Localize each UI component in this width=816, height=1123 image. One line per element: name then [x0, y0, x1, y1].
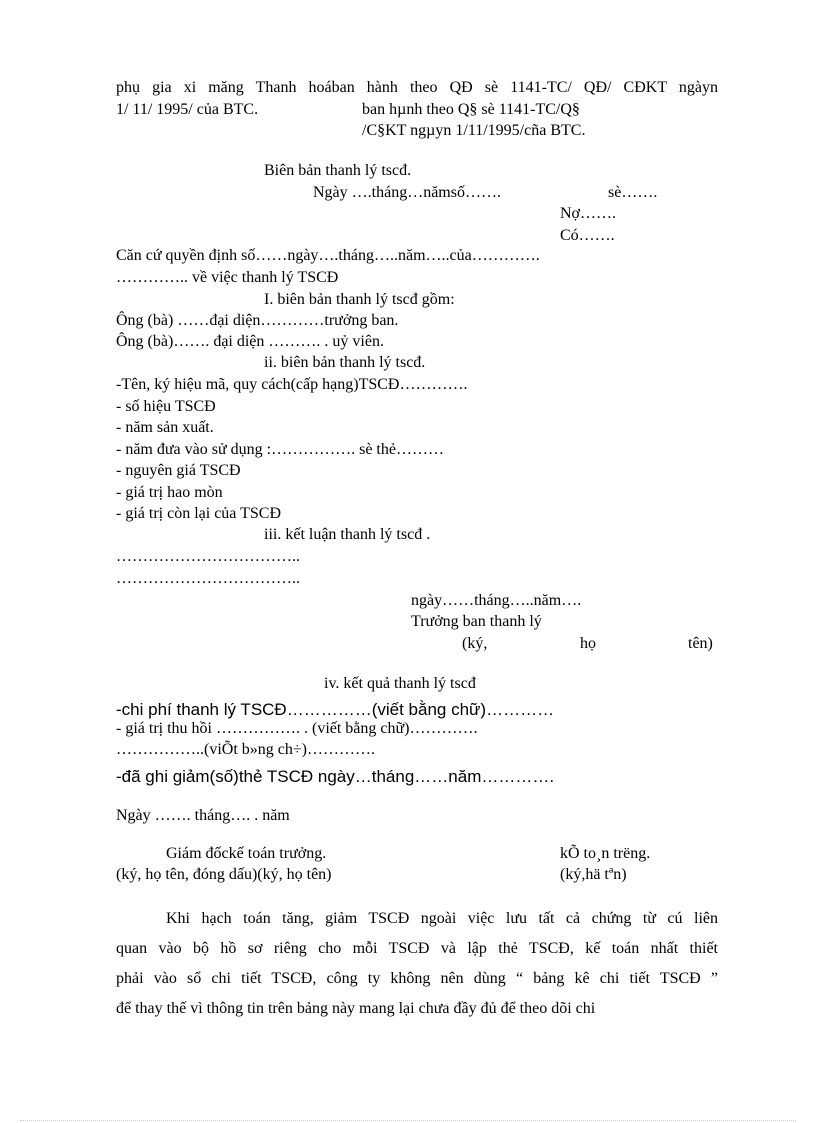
asset-item: -Tên, ký hiệu mã, quy cách(cấp hạng)TSCĐ…………. [116, 376, 468, 393]
result-line-1: -chi phí thanh lý TSCĐ……………(viết bằng chữ)………… [116, 700, 555, 719]
sign-date: ngày……tháng…..năm…. [411, 592, 582, 609]
paragraph-line: quan vào bộ hồ sơ riêng cho mỗi TSCĐ và lập thẻ TSCĐ, kế toán nhất thiết [116, 940, 718, 957]
sign-title: Trưởng ban thanh lý [411, 613, 542, 630]
paragraph-line: để thay thế vì thông tin trên bảng này mang lại chưa đầy đủ để theo dõi chi [116, 1000, 596, 1017]
title-credit: Có……. [560, 227, 615, 244]
header-line-2-left: 1/ 11/ 1995/ của BTC. [116, 101, 259, 118]
section-1-heading: I. biên bản thanh lý tscđ gồm: [264, 291, 455, 308]
title-debit: Nợ……. [560, 205, 617, 222]
conclusion-dots-1: …………………………….. [116, 548, 300, 565]
basis-line-2: ………….. về việc thanh lý TSCĐ [116, 269, 339, 286]
basis-line-1: Căn cứ quyền định số……ngày….tháng…..năm…..của…………. [116, 247, 540, 264]
asset-item: - nguyên giá TSCĐ [116, 462, 241, 479]
sign-ten: tên) [688, 635, 713, 652]
header-line-2-right: ban hµnh theo Q§ sè 1141-TC/Q§ [362, 101, 580, 118]
section-4-heading: iv. kết quả thanh lý tscđ [324, 675, 476, 692]
section-2-heading: ii. biên bản thanh lý tscđ. [264, 354, 426, 371]
result-line-3: ……………..(viÕt b»ng ch÷)…………. [116, 741, 375, 758]
asset-item: - giá trị còn lại của TSCĐ [116, 505, 281, 522]
header-line-1: phụ gia xi măng Thanh hoában hành theo QĐ sè 1141-TC/ QĐ/ CĐKT ngàyn [116, 79, 718, 96]
paragraph-line: phải vào sổ chi tiết TSCĐ, công ty không nên dùng “ bảng kê chi tiết TSCĐ ” [116, 970, 718, 987]
chief-accountant-title: kÕ to¸n trëng. [560, 845, 651, 862]
asset-item: - năm đưa vào sử dụng :……………. sè thẻ……… [116, 441, 444, 458]
footer-date: Ngày ……. tháng…. . năm [116, 807, 290, 824]
document-title: Biên bản thanh lý tscđ. [264, 162, 412, 179]
body-paragraph [116, 904, 718, 1024]
sign-ho: họ [580, 635, 596, 652]
sign-ky: (ký, [462, 635, 488, 652]
title-date-line: Ngày ….tháng…nămsố……. [313, 184, 501, 201]
section-3-heading: iii. kết luận thanh lý tscđ . [264, 526, 431, 543]
conclusion-dots-2: …………………………….. [116, 570, 300, 587]
director-title: Giám đốckế toán trưởng. [166, 845, 327, 862]
asset-item: - năm sản xuất. [116, 419, 214, 436]
asset-item: - số hiệu TSCĐ [116, 398, 216, 415]
director-note: (ký, họ tên, đóng dấu)(ký, họ tên) [116, 866, 332, 883]
paragraph-line: Khi hạch toán tăng, giảm TSCĐ ngoài việc lưu tất cả chứng từ cú liên [166, 910, 718, 927]
page-bottom-divider [20, 1120, 796, 1121]
member-2: Ông (bà)……. đại diện ………. . uỷ viên. [116, 333, 384, 350]
asset-item: - giá trị hao mòn [116, 484, 223, 501]
chief-accountant-note: (ký,hä tªn) [560, 866, 627, 883]
result-line-4: -đã ghi giảm(số)thẻ TSCĐ ngày…tháng……năm…………. [116, 767, 555, 786]
title-number: sè……. [608, 184, 658, 201]
header-line-3: /C§KT ngµyn 1/11/1995/cña BTC. [362, 122, 586, 139]
result-line-2: - giá trị thu hồi ……………. . (viết bằng chữ)…………. [116, 720, 478, 737]
member-1: Ông (bà) ……đại diện…………trưởng ban. [116, 312, 399, 329]
